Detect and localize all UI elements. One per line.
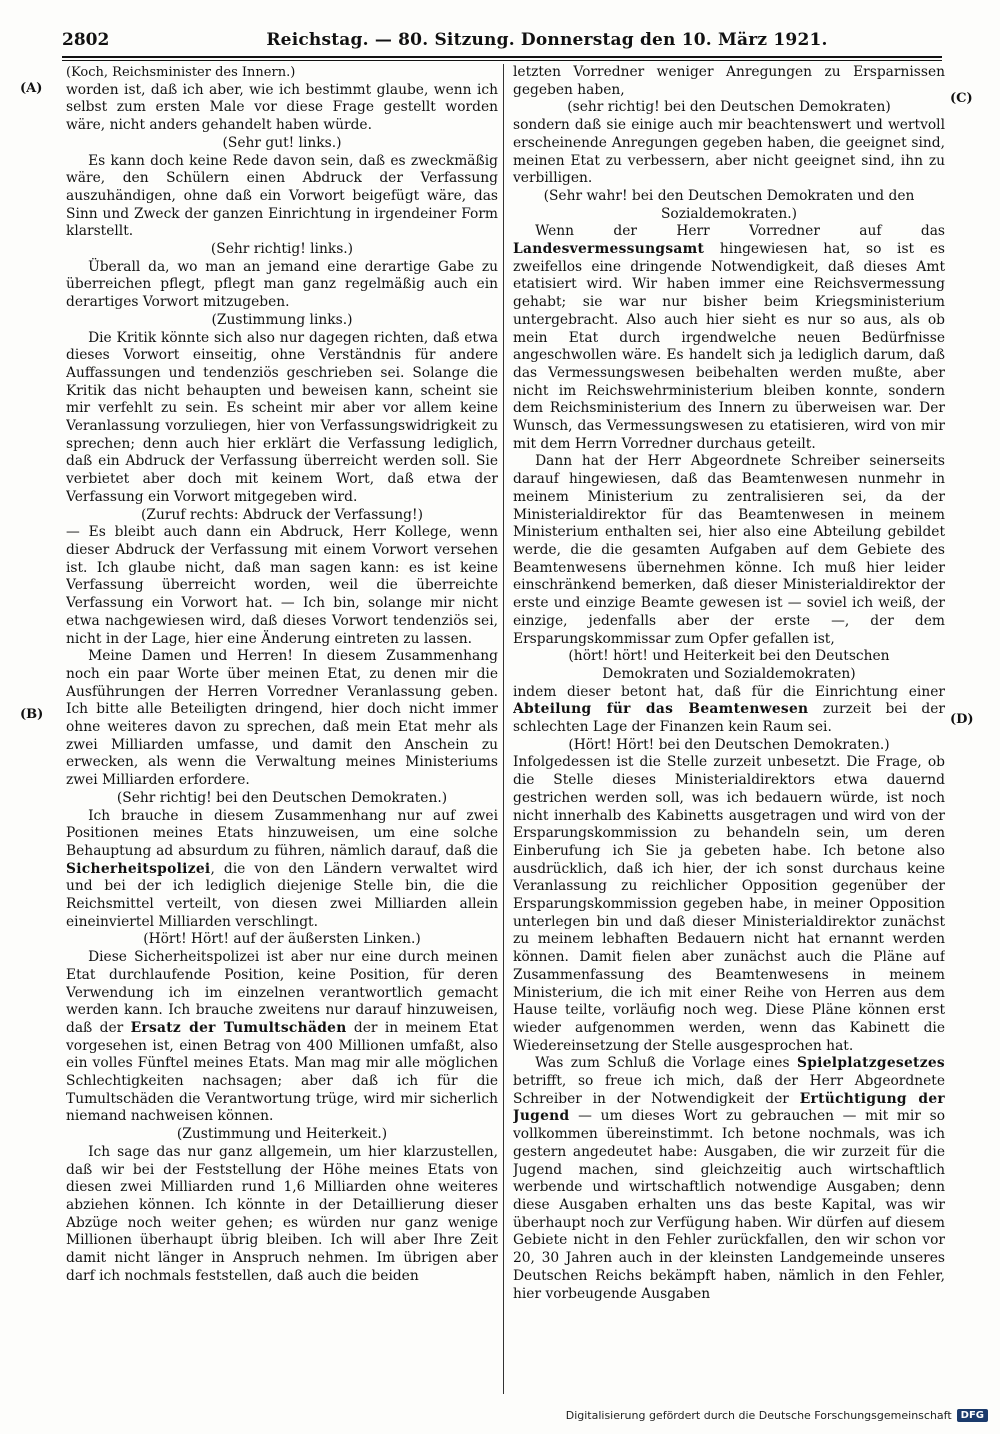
paragraph: Meine Damen und Herren! In diesem Zusammenhang noch ein paar Worte über meinen Etat, zu denen mir die Ausführungen der Herren Vorredner Veranlassung geben. Ich bitte alle Beteiligten dringend, hier doch nicht immer ohne weiteres davon zu sprechen, daß mein Etat mehr als zwei Milliarden umfasse, und damit den Anschein zu erwecken, als wenn die Verwaltung meines Ministeriums zwei Milliarden erfordere. xyxy=(66,648,498,789)
interjection: (Hört! Hört! bei den Deutschen Demokraten.) xyxy=(568,736,890,753)
paragraph: Es kann doch keine Rede davon sein, daß es zweckmäßig wäre, den Schülern einen Abdruck der Verfassung auszuhändigen, ohne daß ein Vorwort beigefügt wäre, das Sinn und Zweck der ganzen Einrichtung in irgendeiner Form klarstellt. xyxy=(66,152,498,240)
text-run: indem dieser betont hat, daß für die Einrichtung einer xyxy=(513,683,945,700)
text-run: — um dieses Wort zu gebrauchen — mit mir so vollkommen übereinstimmt. Ich betone nochmals, was ich gestern angedeutet habe: Ausgaben, die wir zurzeit für die Jugend machen, sind gleichzeitig auch wirtschaftlich werbende und wirtschaftlich notwendige Ausgaben; denn diese Ausgaben erhalten uns das beste Kapital, was wir überhaupt noch zur Verfügung haben. Wir dürfen auf diesem Gebiete nicht in den Fehler zurückfallen, den wir schon vor 20, 30 Jahren auch in der kleinsten Landgemeinde unseres Deutschen Reichs bekämpft haben, nämlich in den Fehler, hier vorbeugende Ausgaben xyxy=(513,1108,945,1302)
paragraph xyxy=(513,223,945,453)
paragraph: Dann hat der Herr Abgeordnete Schreiber seinerseits darauf hingewiesen, daß das Beamtenwesen nunmehr in meinem Ministerium zu zentralisieren sei, da der Ministerialdirektor für das Beamtenwesen in meinem Ministerium enthalten sei, hier also eine Abteilung gebildet werde, die die gesamten Aufgaben auf dem Gebiete des Beamtenwesens übernehmen könne. Ich muß hier leider einschränkend bemerken, daß dieser Ministerialdirektor der erste und einzige Beamte gewesen ist — soviel ich weiß, der einzige, jedenfalls aber der erste —, der dem Ersparungskommissar zum Opfer gefallen ist, xyxy=(513,453,945,647)
paragraph: Ich sage das nur ganz allgemein, um hier klarzustellen, daß wir bei der Feststellung der Höhe meines Etats von diesen zwei Milliarden rund 1,6 Milliarden ohne weiteres abziehen können. Ich könnte in der Detaillierung dieser Abzüge noch weiter gehen; es würden nur ganz wenige Millionen überhaupt übrig bleiben. Ich will aber Ihre Zeit damit nicht länger in Anspruch nehmen. Im übrigen aber darf ich nochmals feststellen, daß auch die beiden xyxy=(66,1143,498,1284)
emphasis: Landesvermessungsamt xyxy=(513,241,705,258)
emphasis: Sicherheitspolizei xyxy=(66,860,211,877)
text-run: Was zum Schluß die Vorlage eines xyxy=(535,1055,797,1072)
emphasis: Spielplatzgesetzes xyxy=(796,1055,945,1072)
paragraph: sondern daß sie einige auch mir beachtenswert und wertvoll erscheinende Anregungen gegeben haben, die geeignet sind, meinen Etat zu verbessern, aber nicht geeignet sind, ihn zu verbilligen. xyxy=(513,117,945,187)
page-header xyxy=(62,28,942,58)
interjection: (Sehr richtig! bei den Deutschen Demokraten.) xyxy=(116,789,448,806)
paragraph: Die Kritik könnte sich also nur dagegen richten, daß etwa dieses Vorwort einseitig, ohne Verständnis für andere Auffassungen und tendenziös geschrieben sei. Solange die Kritik das nicht behaupten und beweisen kann, scheint sie mir verfehlt zu sein. Es scheint mir aber vor allem keine Veranlassung vorzuliegen, hier von Verfassungswidrigkeit zu sprechen; denn auch hier erklärt die Verfassung lediglich, daß ein Abdruck der Verfassung überreicht werden soll. Sie verbietet aber doch mit keinem Wort, daß etwa der Verfassung ein Vorwort mitgegeben wird. xyxy=(66,329,498,505)
interjection: (Zustimmung links.) xyxy=(211,311,353,328)
paragraph xyxy=(513,684,945,737)
text-run: Diese Sicherheitspolizei ist aber nur eine durch meinen Etat durchlaufende Position, keine Position, für deren Verwendung ich im einzelnen verantwortlich gemacht werden kann. Ich brauche zweitens nur darauf hinzuweisen, daß der xyxy=(66,949,498,1036)
interjection: (sehr richtig! bei den Deutschen Demokraten) xyxy=(567,99,891,116)
paragraph: letzten Vorredner weniger Anregungen zu Ersparnissen gegeben haben, xyxy=(513,64,945,98)
interjection: (Sehr wahr! bei den Deutschen Demokraten und den Sozialdemokraten.) xyxy=(543,187,915,222)
text-run: , die von den Ländern verwaltet wird und bei der ich lediglich diejenige Stelle bin, die die Reichsmittel verteilt, von diesen zwei Milliarden allein eineinviertel Milliarden verschlingt. xyxy=(66,860,498,930)
margin-mark-c: (C) xyxy=(950,91,973,106)
emphasis: Ertüchtigung der Jugend xyxy=(513,1090,945,1125)
paragraph: — Es bleibt auch dann ein Abdruck, Herr Kollege, wenn dieser Abdruck der Verfassung mit einem Vorwort versehen ist. Ich glaube nicht, daß man sagen kann: es ist keine Verfassung überreicht worden, weil die überreichte Verfassung ein Vorwort hat. — Ich bin, solange mir nicht etwa nachgewiesen wird, daß dieses Vorwort tendenziös sei, nicht in der Lage, hier eine Änderung eintreten zu lassen. xyxy=(66,524,498,647)
page-number: 2802 xyxy=(62,30,110,50)
dfg-logo-icon: DFG xyxy=(957,1409,988,1422)
text-run: der in meinem Etat vorgesehen ist, einen Betrag von 400 Millionen umfaßt, also ein volles Fünftel meines Etats. Man mag mir alle möglichen Schlechtigkeiten nachsagen; aber daß ich für die Tumultschäden die Verantwortung trüge, wird mir sicherlich niemand nachweisen können. xyxy=(66,1019,498,1125)
speaker-tag: (Koch, Reichsminister des Innern.) xyxy=(66,65,296,80)
interjection: (Sehr gut! links.) xyxy=(222,134,342,151)
paragraph xyxy=(66,808,498,932)
margin-mark-b: (B) xyxy=(20,707,44,722)
margin-mark-d: (D) xyxy=(950,712,974,727)
interjection: (Zustimmung und Heiterkeit.) xyxy=(176,1126,388,1143)
paragraph: Infolgedessen ist die Stelle zurzeit unbesetzt. Die Frage, ob die Stelle dieses Ministerialdirektors etwa dauernd gestrichen werden soll, was ich bedauern würde, ist noch nicht innerhalb des Kabinetts ausgetragen und wird von der Ersparungskommission zu behandeln sein, um deren Einberufung ich Sie ja gebeten habe. Ich betone also ausdrücklich, daß ich hier, der ich sonst durchaus keine Veranlassung zu reichlicher Opposition gegenüber der Ersparungskommission gegeben habe, in meiner Opposition unterlegen bin und daß dieser Ministerialdirektor zunächst zu meinem lebhaften Bedauern nicht hat ernannt werden können. Damit fielen aber zunächst auch die Pläne auf Zusammenfassung des Beamtenwesens in meinem Ministerium, die ich mit einer Reihe von Herren aus dem Hause teilte, vorläufig noch weg. Diese Pläne können erst wieder aufgenommen werden, wenn das Kabinett die Wiedereinsetzung der Stelle ausgesprochen hat. xyxy=(513,754,945,1054)
text-run: hingewiesen hat, so ist es zweifellos eine dringende Notwendigkeit, daß dieses Amt etatisiert wird. Wir haben immer eine Reichsvermessung gehabt; sie war nur bisher beim Kriegsministerium untergebracht. Also auch hier sieht es nur so aus, als ob mein Etat durch irgendwelche neuen Bedürfnisse angeschwollen wäre. Es handelt sich ja lediglich darum, daß das Vermessungswesen beibehalten werden mußte, aber nicht im Reichswehrministerium bleiben konnte, sondern dem Reichsministerium des Innern zu überweisen war. Der Wunsch, das Vermessungswesen zu etatisieren, wird von mir mit dem Herrn Vorredner durchaus geteilt. xyxy=(513,241,945,452)
emphasis: Ersatz der Tumultschäden xyxy=(130,1019,347,1036)
emphasis: Abteilung für das Beamtenwesen xyxy=(513,701,809,718)
right-column xyxy=(513,64,945,1394)
interjection: (Sehr richtig! links.) xyxy=(210,241,354,258)
paragraph: worden ist, daß ich aber, wie ich bestimmt glaube, wenn ich selbst zum ersten Male vor diese Frage gestellt worden wäre, nicht anders gehandelt haben würde. xyxy=(66,81,498,134)
text-run: zurzeit bei der schlechten Lage der Finanzen kein Raum sei. xyxy=(513,701,945,736)
text-run: betrifft, so freue ich mich, daß der Herr Abgeordnete Schreiber in der Notwendigkeit der xyxy=(513,1073,945,1107)
paragraph xyxy=(513,1055,945,1303)
interjection: (hört! hört! und Heiterkeit bei den Deutschen Demokraten und Sozialdemokraten) xyxy=(568,648,890,682)
interjection: (Zuruf rechts: Abdruck der Verfassung!) xyxy=(141,506,423,523)
column-divider xyxy=(503,64,504,1394)
paragraph: Überall da, wo man an jemand eine derartige Gabe zu überreichen pflegt, pflegt man ganz regelmäßig auch ein derartiges Vorwort mitzugeben. xyxy=(66,258,498,311)
paragraph xyxy=(66,949,498,1126)
footer-credit xyxy=(566,1409,988,1422)
header-rule xyxy=(62,60,942,61)
left-column xyxy=(66,64,498,1394)
credit-text: Digitalisierung gefördert durch die Deutsche Forschungsgemeinschaft xyxy=(565,1409,952,1422)
text-run: Wenn der Herr Vorredner auf das xyxy=(535,223,945,240)
interjection: (Hört! Hört! auf der äußersten Linken.) xyxy=(143,931,421,948)
text-run: Ich brauche in diesem Zusammenhang nur auf zwei Positionen meines Etats hinzuweisen, um eine solche Behauptung ad absurdum zu führen, nämlich darauf, daß die xyxy=(66,807,498,859)
running-head: Reichstag. — 80. Sitzung. Donnerstag den 10. März 1921. xyxy=(266,30,828,50)
margin-mark-a: (A) xyxy=(20,81,43,96)
